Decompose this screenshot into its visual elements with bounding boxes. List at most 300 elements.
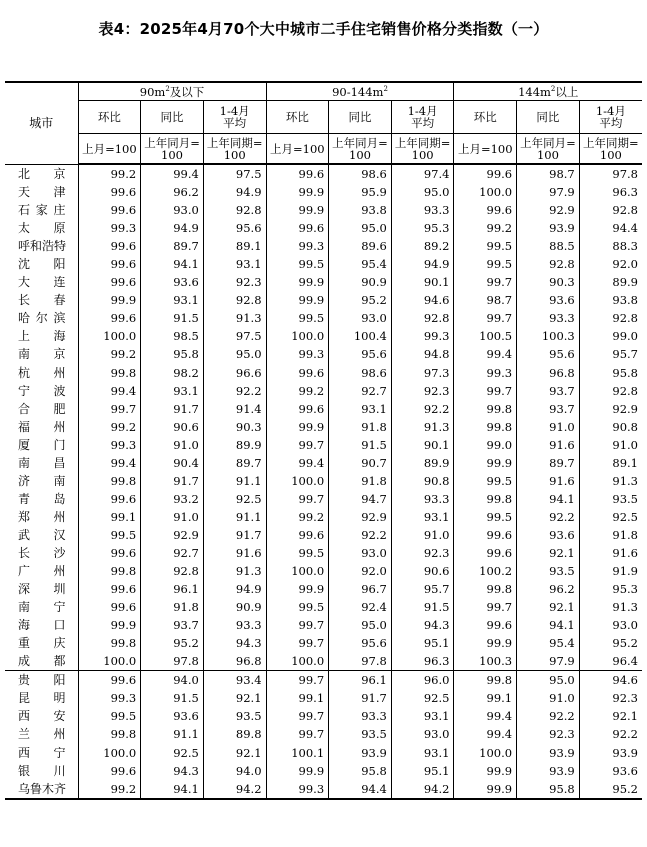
index-value: 91.7: [329, 689, 392, 707]
city-name: 昆明: [5, 689, 78, 707]
index-value: 99.2: [78, 780, 141, 799]
area-group-header: $90-144m^2$: [266, 82, 454, 101]
index-value: 92.8: [612, 203, 638, 218]
index-value: 92.5: [203, 490, 266, 508]
index-value: 99.0: [454, 436, 517, 454]
index-value: 93.1: [203, 255, 266, 273]
city-name: 武汉: [5, 526, 78, 544]
city-name: 长春: [5, 291, 78, 309]
index-value: 99.7: [266, 707, 329, 725]
index-value: 94.9: [391, 255, 454, 273]
index-value: 100.2: [454, 562, 517, 580]
index-value: 90.3: [203, 418, 266, 436]
index-value: 94.3: [141, 762, 204, 780]
index-value: 99.9: [454, 780, 517, 799]
index-value: 99.6: [78, 544, 141, 562]
city-name: 西宁: [5, 744, 78, 762]
index-value: 99.1: [78, 508, 141, 526]
index-value: 93.1: [141, 382, 204, 400]
index-value: 90.9: [329, 273, 392, 291]
index-value: 99.6: [454, 616, 517, 634]
index-value: 95.0: [329, 616, 392, 634]
table-row: [5, 634, 642, 652]
index-value: 90.1: [391, 273, 454, 291]
metric-header: 同比: [329, 101, 392, 134]
index-value: 99.6: [78, 309, 141, 327]
index-value: 91.0: [517, 689, 580, 707]
index-value: 99.8: [78, 725, 141, 743]
table-row: [5, 454, 642, 472]
index-value: 92.0: [329, 562, 392, 580]
index-value: 99.9: [266, 580, 329, 598]
area-group-header: $144m^2$以上: [454, 82, 642, 101]
table-row: [5, 544, 642, 562]
metric-header: 1-4月平均: [391, 101, 454, 134]
index-value: 93.3: [391, 490, 454, 508]
city-name: 乌鲁木齐: [5, 780, 78, 799]
index-value: 99.7: [266, 634, 329, 652]
index-value: 94.0: [141, 671, 204, 690]
index-value: 92.2: [391, 400, 454, 418]
index-value: 95.2: [141, 634, 204, 652]
index-value: 95.2: [612, 781, 638, 796]
city-name: 杭州: [5, 364, 78, 382]
index-value: 99.9: [78, 616, 141, 634]
metric-header: 环比: [78, 101, 141, 134]
index-value: 95.4: [517, 634, 580, 652]
table-row: [5, 490, 642, 508]
index-value: 99.5: [78, 526, 141, 544]
base-period-header: 上月=100: [454, 134, 517, 165]
index-value: 94.9: [203, 183, 266, 201]
index-value: 93.7: [517, 382, 580, 400]
index-value: 91.8: [329, 418, 392, 436]
index-value: 97.9: [517, 183, 580, 201]
index-value: 92.3: [391, 382, 454, 400]
index-value: 99.4: [266, 454, 329, 472]
index-value: 97.8: [612, 167, 638, 182]
index-value: 91.6: [517, 472, 580, 490]
index-value: 99.4: [78, 454, 141, 472]
index-value: 91.8: [612, 527, 638, 542]
index-value: 91.7: [141, 400, 204, 418]
index-value: 89.6: [329, 237, 392, 255]
index-value: 98.7: [454, 291, 517, 309]
index-value: 91.1: [203, 472, 266, 490]
index-value: 91.8: [329, 472, 392, 490]
city-name: 深圳: [5, 580, 78, 598]
index-value: 91.6: [517, 436, 580, 454]
index-value: 99.2: [78, 164, 141, 183]
index-value: 93.7: [517, 400, 580, 418]
index-value: 95.0: [329, 219, 392, 237]
index-value: 94.4: [612, 221, 638, 236]
city-name: 郑州: [5, 508, 78, 526]
base-period-header: 上年同期=100: [391, 134, 454, 165]
table-row: [5, 472, 642, 490]
index-value: 91.6: [612, 546, 638, 560]
index-value: 93.5: [612, 491, 638, 506]
index-value: 93.5: [517, 562, 580, 580]
index-value: 89.9: [391, 454, 454, 472]
index-value: 92.8: [612, 311, 638, 326]
index-value: 96.3: [612, 185, 638, 200]
index-value: 92.2: [203, 382, 266, 400]
index-value: 99.7: [454, 382, 517, 400]
index-value: 99.6: [78, 762, 141, 780]
index-value: 100.0: [266, 652, 329, 671]
index-value: 97.4: [391, 164, 454, 183]
table-row: [5, 508, 642, 526]
index-value: 99.3: [78, 689, 141, 707]
index-value: 99.9: [454, 454, 517, 472]
city-name: 太原: [5, 219, 78, 237]
index-value: 92.8: [517, 255, 580, 273]
index-value: 89.8: [203, 725, 266, 743]
index-value: 96.4: [579, 652, 642, 671]
index-value: 94.9: [141, 219, 204, 237]
metric-header: 1-4月平均: [579, 101, 642, 134]
index-value: 95.0: [517, 671, 580, 690]
index-value: 99.4: [454, 707, 517, 725]
index-value: 99.5: [454, 255, 517, 273]
index-value: 100.5: [454, 327, 517, 345]
table-row: [5, 707, 642, 725]
index-value: 93.8: [329, 201, 392, 219]
index-value: 92.1: [203, 744, 266, 762]
index-value: 94.2: [391, 780, 454, 799]
index-value: 99.6: [454, 526, 517, 544]
table-row: [5, 309, 642, 327]
metric-header: 同比: [141, 101, 204, 134]
index-value: 99.9: [266, 418, 329, 436]
index-value: 100.3: [454, 652, 517, 671]
index-value: 99.5: [454, 472, 517, 490]
index-value: 94.8: [391, 345, 454, 363]
index-value: 98.5: [141, 327, 204, 345]
index-value: 95.2: [612, 636, 638, 651]
index-value: 94.7: [329, 490, 392, 508]
index-value: 91.8: [141, 598, 204, 616]
index-value: 99.9: [266, 201, 329, 219]
index-value: 99.6: [454, 544, 517, 562]
metric-header: 1-4月平均: [203, 101, 266, 134]
index-value: 93.9: [329, 744, 392, 762]
index-value: 92.2: [329, 526, 392, 544]
index-value: 99.6: [266, 526, 329, 544]
index-value: 92.0: [612, 257, 638, 272]
index-value: 91.9: [612, 564, 638, 579]
index-value: 91.5: [141, 309, 204, 327]
index-value: 90.1: [391, 436, 454, 454]
table-row: [5, 237, 642, 255]
index-value: 92.2: [517, 508, 580, 526]
index-value: 98.6: [329, 364, 392, 382]
index-value: 93.6: [141, 273, 204, 291]
index-value: 97.5: [203, 327, 266, 345]
index-value: 93.7: [141, 616, 204, 634]
index-value: 92.1: [203, 689, 266, 707]
index-value: 99.6: [78, 598, 141, 616]
city-name: 兰州: [5, 725, 78, 743]
metric-header: 环比: [266, 101, 329, 134]
index-value: 93.3: [329, 707, 392, 725]
table-row: [5, 418, 642, 436]
table-row: [5, 364, 642, 382]
index-value: 93.9: [517, 762, 580, 780]
table-row: [5, 327, 642, 345]
index-value: 96.0: [391, 671, 454, 690]
index-value: 99.6: [78, 183, 141, 201]
index-value: 99.6: [78, 671, 141, 690]
index-value: 93.6: [517, 291, 580, 309]
index-value: 95.8: [612, 365, 638, 380]
table-row: [5, 183, 642, 201]
index-value: 99.6: [78, 255, 141, 273]
index-value: 94.3: [203, 634, 266, 652]
index-value: 92.8: [612, 383, 638, 398]
index-value: 96.2: [141, 183, 204, 201]
index-value: 89.7: [203, 454, 266, 472]
index-value: 99.3: [391, 327, 454, 345]
table-row: [5, 598, 642, 616]
index-value: 88.3: [612, 239, 638, 254]
index-value: 99.6: [78, 237, 141, 255]
table-row: [5, 345, 642, 363]
index-value: 100.3: [517, 327, 580, 345]
index-value: 94.0: [203, 762, 266, 780]
index-value: 91.1: [141, 725, 204, 743]
city-name: 海口: [5, 616, 78, 634]
index-value: 93.0: [391, 725, 454, 743]
index-value: 91.3: [612, 600, 638, 615]
index-value: 99.7: [454, 273, 517, 291]
index-value: 99.7: [266, 490, 329, 508]
index-value: 95.9: [329, 183, 392, 201]
index-value: 99.3: [266, 237, 329, 255]
table-row: [5, 291, 642, 309]
index-value: 93.5: [329, 725, 392, 743]
city-column-header: 城市: [5, 82, 78, 164]
index-value: 93.0: [329, 309, 392, 327]
table-row: [5, 219, 642, 237]
index-value: 91.3: [391, 418, 454, 436]
table-row: [5, 562, 642, 580]
base-period-header: 上年同月=100: [517, 134, 580, 165]
index-value: 93.9: [612, 745, 638, 760]
index-value: 93.8: [612, 293, 638, 308]
index-value: 96.7: [329, 580, 392, 598]
metric-header: 环比: [454, 101, 517, 134]
index-value: 92.9: [612, 401, 638, 416]
city-name: 银川: [5, 762, 78, 780]
index-value: 99.5: [266, 255, 329, 273]
index-value: 95.6: [329, 345, 392, 363]
index-value: 94.9: [203, 580, 266, 598]
index-value: 91.6: [203, 544, 266, 562]
index-value: 99.6: [266, 219, 329, 237]
index-value: 92.5: [391, 689, 454, 707]
area-group-header: $90m^2$及以下: [78, 82, 266, 101]
table-row: [5, 616, 642, 634]
index-value: 99.9: [78, 291, 141, 309]
index-value: 97.8: [329, 652, 392, 671]
index-value: 95.6: [329, 634, 392, 652]
index-value: 91.0: [517, 418, 580, 436]
table-row: [5, 580, 642, 598]
index-value: 92.3: [391, 544, 454, 562]
index-value: 92.2: [517, 707, 580, 725]
index-value: 99.8: [78, 634, 141, 652]
index-value: 95.7: [612, 347, 638, 362]
index-value: 98.7: [517, 164, 580, 183]
price-index-table: [5, 81, 642, 800]
index-value: 99.6: [78, 490, 141, 508]
city-name: 南昌: [5, 454, 78, 472]
city-name: 上海: [5, 327, 78, 345]
index-value: 96.3: [391, 652, 454, 671]
index-value: 92.8: [141, 562, 204, 580]
index-value: 91.0: [612, 437, 638, 452]
index-value: 90.8: [612, 419, 638, 434]
index-value: 99.1: [454, 689, 517, 707]
index-value: 89.7: [517, 454, 580, 472]
index-value: 90.8: [391, 472, 454, 490]
index-value: 99.5: [454, 508, 517, 526]
index-value: 98.6: [329, 164, 392, 183]
base-period-header: 上年同期=100: [579, 134, 642, 165]
metric-header: 同比: [517, 101, 580, 134]
table-row: [5, 400, 642, 418]
index-value: 99.4: [454, 345, 517, 363]
index-value: 99.9: [266, 183, 329, 201]
index-value: 99.7: [454, 598, 517, 616]
index-value: 89.2: [391, 237, 454, 255]
city-name: 成都: [5, 652, 78, 671]
city-name: 北京: [5, 164, 78, 183]
index-value: 99.7: [266, 616, 329, 634]
index-value: 99.7: [78, 400, 141, 418]
index-value: 96.6: [203, 364, 266, 382]
index-value: 91.0: [391, 526, 454, 544]
index-value: 99.8: [78, 364, 141, 382]
base-period-header: 上年同月=100: [141, 134, 204, 165]
index-value: 94.6: [612, 673, 638, 688]
index-value: 96.1: [329, 671, 392, 690]
index-value: 99.5: [266, 309, 329, 327]
index-value: 91.3: [203, 562, 266, 580]
city-name: 天津: [5, 183, 78, 201]
index-value: 93.9: [517, 744, 580, 762]
index-value: 93.1: [391, 508, 454, 526]
index-value: 89.9: [203, 436, 266, 454]
index-value: 100.0: [78, 652, 141, 671]
index-value: 100.0: [78, 327, 141, 345]
index-value: 90.6: [141, 418, 204, 436]
index-value: 93.3: [203, 616, 266, 634]
index-value: 95.6: [203, 219, 266, 237]
index-value: 93.0: [329, 544, 392, 562]
table-row: [5, 652, 642, 671]
index-value: 95.0: [391, 183, 454, 201]
index-value: 93.0: [141, 201, 204, 219]
index-value: 92.8: [203, 201, 266, 219]
index-value: 99.3: [78, 436, 141, 454]
index-value: 90.3: [517, 273, 580, 291]
table-row: [5, 671, 642, 690]
index-value: 95.8: [329, 762, 392, 780]
index-value: 94.1: [141, 255, 204, 273]
index-value: 99.6: [266, 164, 329, 183]
index-value: 95.0: [203, 345, 266, 363]
index-value: 99.8: [454, 418, 517, 436]
index-value: 96.8: [203, 652, 266, 671]
index-value: 91.5: [329, 436, 392, 454]
index-value: 92.5: [612, 509, 638, 524]
index-value: 93.4: [203, 671, 266, 690]
city-name: 厦门: [5, 436, 78, 454]
index-value: 99.4: [78, 382, 141, 400]
index-value: 92.4: [329, 598, 392, 616]
index-value: 92.3: [517, 725, 580, 743]
index-value: 92.9: [141, 526, 204, 544]
index-value: 92.9: [329, 508, 392, 526]
index-value: 99.1: [266, 689, 329, 707]
table-row: [5, 725, 642, 743]
index-value: 93.2: [141, 490, 204, 508]
index-value: 95.3: [612, 582, 638, 597]
index-value: 99.4: [141, 164, 204, 183]
index-value: 95.1: [391, 762, 454, 780]
index-value: 99.9: [266, 762, 329, 780]
city-name: 宁波: [5, 382, 78, 400]
index-value: 99.9: [266, 291, 329, 309]
index-value: 99.5: [266, 598, 329, 616]
index-value: 91.3: [203, 309, 266, 327]
table-row: [5, 164, 642, 183]
index-value: 91.5: [141, 689, 204, 707]
index-value: 91.3: [612, 473, 638, 488]
index-value: 92.1: [517, 544, 580, 562]
index-value: 99.2: [266, 508, 329, 526]
page-title: 表4：2025年4月70个大中城市二手住宅销售价格分类指数（一）: [98, 20, 549, 38]
table-row: [5, 436, 642, 454]
index-value: 94.1: [517, 616, 580, 634]
index-value: 99.7: [454, 309, 517, 327]
table-row: [5, 744, 642, 762]
city-name: 南京: [5, 345, 78, 363]
index-value: 92.3: [612, 691, 638, 706]
index-value: 97.3: [391, 364, 454, 382]
index-value: 96.1: [141, 580, 204, 598]
index-value: 95.8: [141, 345, 204, 363]
index-value: 99.6: [78, 273, 141, 291]
index-value: 95.6: [517, 345, 580, 363]
table-row: [5, 762, 642, 780]
index-value: 99.8: [78, 472, 141, 490]
index-value: 99.5: [78, 707, 141, 725]
index-value: 91.7: [141, 472, 204, 490]
index-value: 92.2: [612, 727, 638, 742]
city-name: 呼和浩特: [5, 237, 78, 255]
index-value: 99.5: [266, 544, 329, 562]
table-row: [5, 382, 642, 400]
base-period-header: 上年同月=100: [329, 134, 392, 165]
index-value: 99.6: [266, 400, 329, 418]
city-name: 西安: [5, 707, 78, 725]
index-value: 100.0: [266, 562, 329, 580]
index-value: 99.6: [78, 201, 141, 219]
